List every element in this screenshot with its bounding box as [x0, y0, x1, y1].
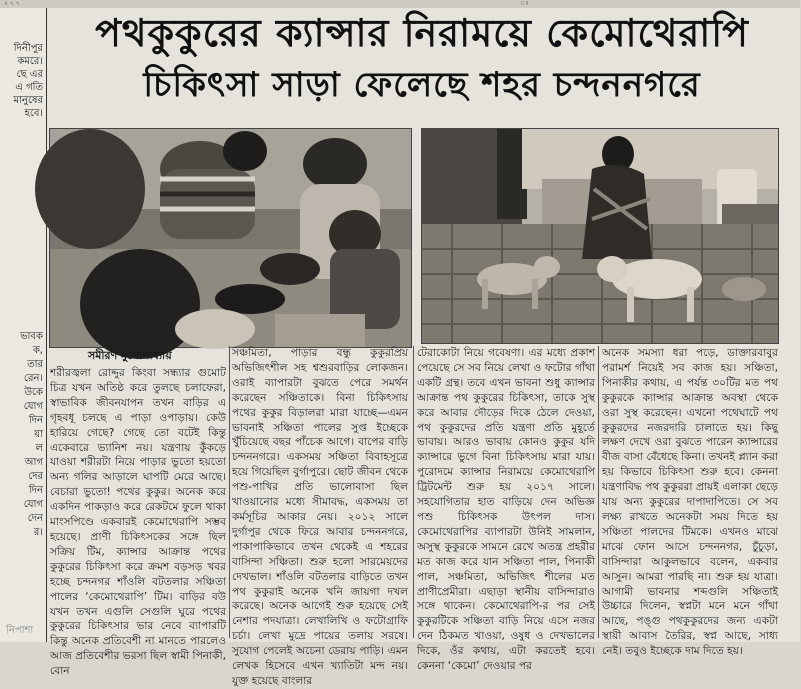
- article-column-4: অনেক সমস্যা ধরা পড়ে, ডাক্তারবাবুর পরামর্শ নিয়েই সব কাজ হয়। সঞ্চিতা, পিনাকীর কথায়, এ পর্যন্ত ৩০টির মত পথ কুকুরকে ক্যান্সার আক্রান্ত অবস্থা থেকে ওরা সুস্থ করেছেন। এখনো পথেঘাটে পথ কুকুরদের নজরদারি চালাতে হয়। কিছু লক্ষণ দেখে ওরা বুঝতে পারেন ক্যান্সারের বীজ বাসা বেঁধেছে কিনা। তখনই প্ল্যান করা হয় কিভাবে চিকিৎসা শুরু হবে। কেননা যন্ত্রণাবিদ্ধ পথ কুকুররা প্রায়ই এলাকা ছেড়ে যায় অন্য কুকুরের দাপাদাপিতে। সে সব লক্ষ্য রাখতে অনেকটা সময় দিতে হয় সঞ্চিতা পালদের টিমকে। এখনও মাঝে মাঝে ফোন আসে চন্দননগর, চুঁচুড়া, বাসিন্দারা আকুলভাবে বলেন, একবার আসুন। আমরা পারছি না। শুরু হয় যাত্রা। আগামী ভাবনার শব্দগুলি সঞ্চিতাই উচ্চারে দিলেন, স্বপ্নটা মনে মনে গাঁথা আছে, পঙ্গু পথকুকুরদের জন্য একটা স্থায়ী আবাস তৈরির, স্বপ্ন আছে, সাধ্য নেই। তবুও ইচ্ছেকে দাম দিতে হয়।: [602, 347, 778, 658]
- column-rule: [598, 346, 599, 638]
- article-column-1: শরীরজ্বলা রোদ্দুর কিংবা সন্ধ্যার গুমোট চিত্র যখন অতিষ্ঠ করে তুলছে চলাফেরা, স্বাভাবিক জীবনযাপন তখন বাড়ির এ গৃহবধূ চলছে এ পাড়া ওপাড়ায়। কেউ হারিয়ে গেছে? গেছে তো বটেই কিন্তু একেবারে ভ্যানিশ নয়। যন্ত্রণায় কুঁকড়ে যাওয়া শরীরটা নিয়ে পাড়ার ভুতো হয়তো অন্য গলির আড়ালে ঘাপটি মেরে আছে। বেচারা ভুতো! পথের কুকুর। অনেক করে একদিন পাকড়াও করে রেকটমে ফুলে থাকা মাংসপিণ্ডে একবারই কেমোথেরাপি সম্ভব হয়েছে। প্রাণী চিকিৎসকের সঙ্গে ছিল সক্রিয় টিম, ক্যান্সার আক্রান্ত পথের কুকুরের চিকিৎসা করে ক্রমশ বড়সড় খবর হচ্ছে চন্দনগর শাঁওলি বটতলার সঞ্চিতা পালের ‘কেমোথেরাপি’ টিম। বাড়ির বউ যখন তখন এগুলি সেগুলি ঘুরে পথের কুকুরের চিকিৎসার ভার নেবে ব্যাপারটি কিন্তু অনেক প্রতিবেশী না মানতে পারলেও আজ প্রতিবেশীর ভরসা ছিল স্বামী পিনাকী, বোন: [50, 367, 226, 678]
- headline-line-2: চিকিৎসা সাড়া ফেলেছে শহর চন্দননগরে: [143, 65, 701, 105]
- adjacent-line: দিন: [28, 415, 43, 426]
- adjacent-line: হবে।: [24, 108, 43, 119]
- watermark-text: নিপাশা: [6, 625, 34, 636]
- article-column-3: টেরাকোটা নিয়ে গবেষণা। এর মধ্যে প্রকাশ পেয়েছে সে সব নিয়ে লেখা ও ফটোর গাঁথা একটি গ্রন্থ। তবে এখন ভাবনা শুধু ক্যান্সার আক্রান্ত পথ কুকুরের চিকিৎসা, তাকে সুস্থ করে আবার দৌড়ের দিকে ঠেলে দেওয়া, পথ কুকুরদের প্রতি যন্ত্রণা প্রতি মুহূর্তে ভাবায়। আরও ভাবায় কোনও কুকুর যদি ক্যান্সারে ভুগে বিনা চিকিৎসায় মারা যায়। পুরোদমে ক্যান্সার নিরাময়ে কেমোথেরাপি ট্রিটমেন্ট শুরু হয় ২০১৭ সালে। সহযোগিতার হাত বাড়িয়ে দেন অভিজ্ঞ পশু চিকিৎসক উৎপল দাস। কেমোথেরাপির ব্যাপারটা উনিই সামলান, অসুস্থ কুকুরকে সামনে রেখে অতন্ত্র প্রহরীর মত কাজ করে যান সঞ্চিতা পাল, পিনাকী পাল, সঞ্চমিতা, অভিজিৎ শীলের মত প্রাণীপ্রেমীরা। এছাড়া স্থানীয় বাসিন্দারাও সঙ্গে থাকেন। কেমোথেরাপি-র পর সেই কুকুরটিকে সঞ্চিতা বাড়ি নিয়ে এসে নজর দেন ঠিকমত খাওয়া, ওষুধ ও দেখভালের দিকে, ওঁর কথায়, এটা করতেই হবে। কেননা ‘কেমো’ দেওয়ার পর: [417, 347, 595, 673]
- adjacent-line: মানুষের: [13, 95, 43, 106]
- photo-woman-with-street-dogs: [421, 128, 779, 344]
- article-column-2: সঞ্চমিতা, পাড়ার বন্ধু কুকুরপ্রিয় অভিজিৎশীল সহ শ্বশুরবাড়ির লোকজন। ওরাই ব্যাপারটা বুঝতে পেরে সমর্থন করেছেন সঞ্চিতাকে। বিনা চিকিৎসায় পথের কুকুর বিড়ালরা মারা যাচ্ছে—এমন ভাবনাই সঞ্চিতা পালের সুপ্ত ইচ্ছেকে খুঁচিয়েছে বছর পাঁচেক আগে। বাপের বাড়ি চন্দননগরে। একসময় সঞ্চিতা বিবাহসূত্রে হয়ে গিয়েছিল বুর্গাপুরে। ছোট জীবন থেকে পশু-পাখির প্রতি ভালোবাসা ছিল খাওয়ানোর মধ্যে সীমাবদ্ধ, একসময় তা কর্মসূচির আকার নেয়। ২০১২ সালে দুর্গাপুর থেকে ফিরে আবার চন্দননগরে, পাকাপাকিভাবে তখন থেকেই এ শহরের বাসিন্দা সঞ্চিতা। শুরু হলো সারমেয়দের দেখভাল। শাঁওলি বটতলার বাড়িতে তখন পথ কুকুরাই অনেক খনি জায়গা দখল করেছে। অনেক আগেই শুরু হয়েছে সেই নেশার পদযাত্রা। লেখালিখি ও ফটোগ্রাফি চর্চা। লেখা মুদ্রে পায়ের তলায় সরষে। সুযোগ পেলেই অচেনা ডেরায় পাড়ি। এমন লেখক হিসেবে এখন খ্যাতিটা মন্দ নয়। যুক্ত হয়েছে বাংলার: [232, 347, 408, 687]
- adjacent-line: এ গতি: [15, 82, 43, 93]
- column-rule: [413, 346, 414, 638]
- masthead-strip: [0, 0, 800, 8]
- adjacent-line: দের: [28, 471, 43, 482]
- photo-volunteers-treating-dog: [49, 128, 412, 348]
- adjacent-line: ভাবক: [20, 331, 43, 342]
- adjacent-line: যোগ: [23, 401, 43, 412]
- adjacent-line: তার: [27, 359, 43, 370]
- adjacent-line: য়া: [34, 429, 43, 440]
- adjacent-line: রেন।: [23, 373, 43, 384]
- adjacent-line: দিন: [28, 485, 43, 496]
- adjacent-line: দিনীপুর: [13, 43, 43, 54]
- adjacent-line: কমরে।: [17, 56, 43, 67]
- page-number: ২ ৭ ৭: [4, 0, 20, 7]
- adjacent-line: আগ: [24, 457, 43, 468]
- adjacent-line: যোগ: [23, 499, 43, 510]
- adjacent-line: ল: [35, 443, 43, 454]
- adjacent-line: ছে এর: [16, 69, 43, 80]
- headline-line-1: পথকুকুরের ক্যান্সার নিরাময়ে কেমোথেরাপি: [95, 11, 749, 55]
- adjacent-line: ক,: [32, 345, 43, 356]
- byline: সমীরণ মুখোপাধ্যায়: [88, 349, 172, 362]
- adjacent-column: [0, 8, 47, 642]
- adjacent-line: উকে: [24, 387, 43, 398]
- column-rule: [229, 346, 230, 638]
- adjacent-line: র।: [33, 527, 43, 538]
- adjacent-line: দেন: [27, 513, 43, 524]
- masthead-fragment: ঃ: [520, 0, 529, 7]
